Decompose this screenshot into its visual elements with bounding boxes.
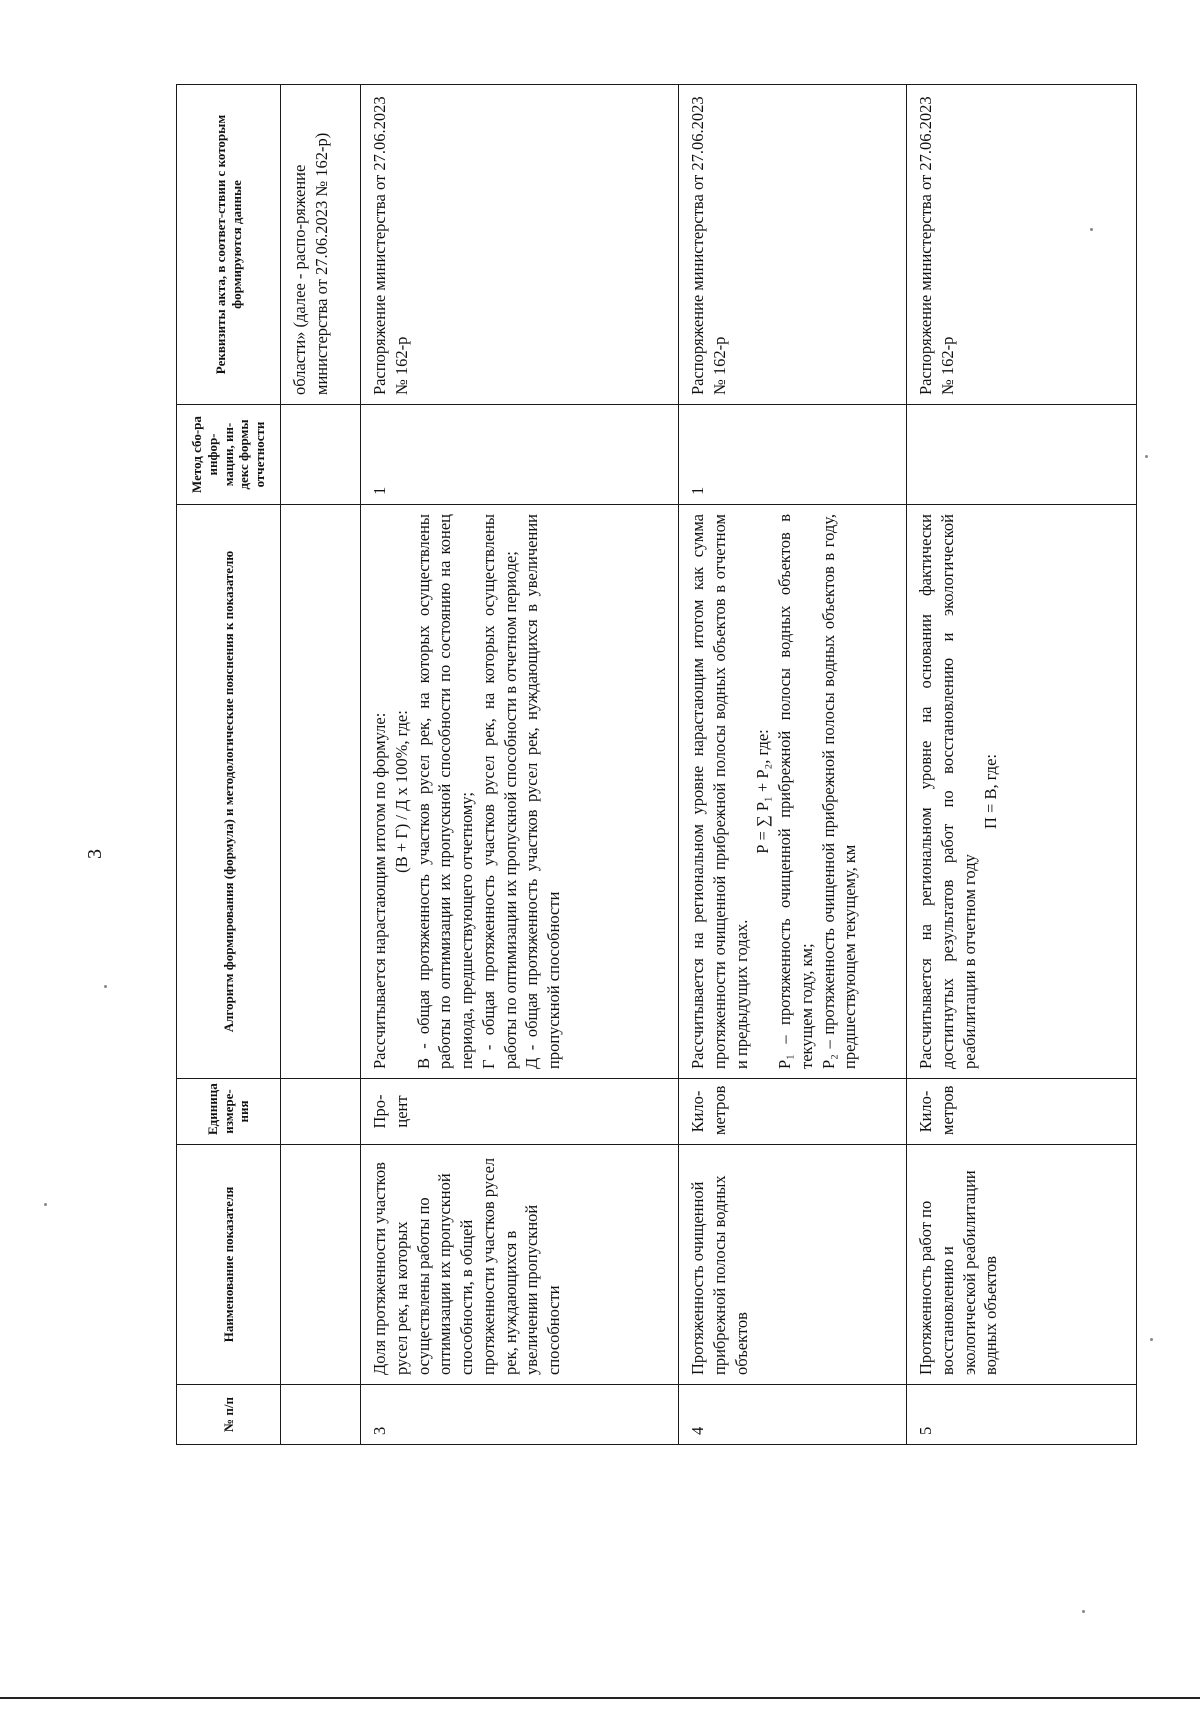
algorithm-intro: Рассчитывается нарастающим итогом по формуле: <box>370 712 389 1069</box>
algorithm-term: Р₁ – протяженность очищенной прибрежной полосы водных объектов в текущем году, км; <box>775 514 816 1069</box>
cell-algorithm <box>679 505 907 1079</box>
cell-requisites: Распоряжение министерства от 27.06.2023 № 162-р <box>907 85 1137 405</box>
algorithm-term: Д - общая протяженность участков русел рек, нуждающихся в увеличении пропускной способности <box>522 514 564 1069</box>
header-num: № п/п <box>177 1385 281 1445</box>
cell-algorithm <box>281 505 361 1079</box>
scan-speck <box>1150 1338 1153 1341</box>
indicators-table <box>176 84 1137 1445</box>
scan-speck <box>1145 455 1148 458</box>
header-method: Метод сбо-ра инфор-мации, ин-декс формы отчетности <box>177 405 281 505</box>
algorithm-term: Р₂ – протяженность очищенной прибрежной полосы водных объектов в году, предшествующем текущему, км <box>818 514 860 1069</box>
header-requisites: Реквизиты акта, в соответ-ствии с которым формируются данные <box>177 85 281 405</box>
cell-unit: Кило-метров <box>679 1079 907 1145</box>
header-algorithm: Алгоритм формирования (формула) и методологические пояснения к показателю <box>177 505 281 1079</box>
cell-name: Протяженность работ по восстановлению и экологической реабилитации водных объектов <box>907 1145 1137 1385</box>
cell-unit: Про-цент <box>361 1079 679 1145</box>
scan-speck <box>44 1203 47 1206</box>
table-header-row <box>177 85 281 1445</box>
algorithm-intro: Рассчитывается на региональном уровне нарастающим итогом как сумма протяженности очищенной прибрежной полосы водных объектов в отчетном и предыдущих годах. <box>688 514 751 1069</box>
cell-requisites: Распоряжение министерства от 27.06.2023 № 162-р <box>361 85 679 405</box>
scan-edge-line <box>0 1697 1200 1699</box>
cell-unit: Кило-метров <box>907 1079 1137 1145</box>
algorithm-formula: (В + Г) / Д х 100%, где: <box>391 710 411 873</box>
table-row <box>679 85 907 1445</box>
cell-name: Доля протяженности участков русел рек, на которых осуществлены работы по оптимизации их пропускной способности, в общей протяженности участков русел рек, нуждающихся в увеличении пропускной способности <box>361 1145 679 1385</box>
scan-speck <box>104 985 107 988</box>
header-unit: Единица измере-ния <box>177 1079 281 1145</box>
rotated-table-container <box>176 85 1136 1445</box>
cell-num: 5 <box>907 1385 1137 1445</box>
algorithm-formula: Р = ∑ Р₁ + Р₂, где: <box>753 729 773 854</box>
cell-method: 1 <box>361 405 679 505</box>
cell-num <box>281 1385 361 1445</box>
algorithm-term: В - общая протяженность участков русел рек, на которых осуществлены работы по оптимизации их пропускной способности по состоянию на конец периода, предшествующего отчетному; <box>413 514 477 1069</box>
cell-algorithm <box>361 505 679 1079</box>
cell-name: Протяженность очищенной прибрежной полосы водных объектов <box>679 1145 907 1385</box>
page-number: 3 <box>84 849 106 859</box>
table-row-continuation <box>281 85 361 1445</box>
cell-num: 3 <box>361 1385 679 1445</box>
algorithm-term: Г - общая протяженность участков русел рек, на которых осуществлены работы по оптимизации их пропускной способности в отчетном периоде; <box>478 514 520 1069</box>
algorithm-formula: П = В, где: <box>981 754 1001 829</box>
cell-method <box>907 405 1137 505</box>
table-row <box>361 85 679 1445</box>
cell-num: 4 <box>679 1385 907 1445</box>
cell-method <box>281 405 361 505</box>
cell-name <box>281 1145 361 1385</box>
cell-algorithm <box>907 505 1137 1079</box>
cell-requisites: области» (далее - распо-ряжение министерства от 27.06.2023 № 162-р) <box>281 85 361 405</box>
algorithm-intro: Рассчитывается на региональном уровне на основании фактически достигнутых результатов работ по восстановлению и экологической реабилитации в отчетном году <box>916 514 979 1069</box>
cell-requisites: Распоряжение министерства от 27.06.2023 № 162-р <box>679 85 907 405</box>
cell-method: 1 <box>679 405 907 505</box>
cell-unit <box>281 1079 361 1145</box>
header-name: Наименование показателя <box>177 1145 281 1385</box>
scan-speck <box>1082 1610 1085 1613</box>
table-row <box>907 85 1137 1445</box>
